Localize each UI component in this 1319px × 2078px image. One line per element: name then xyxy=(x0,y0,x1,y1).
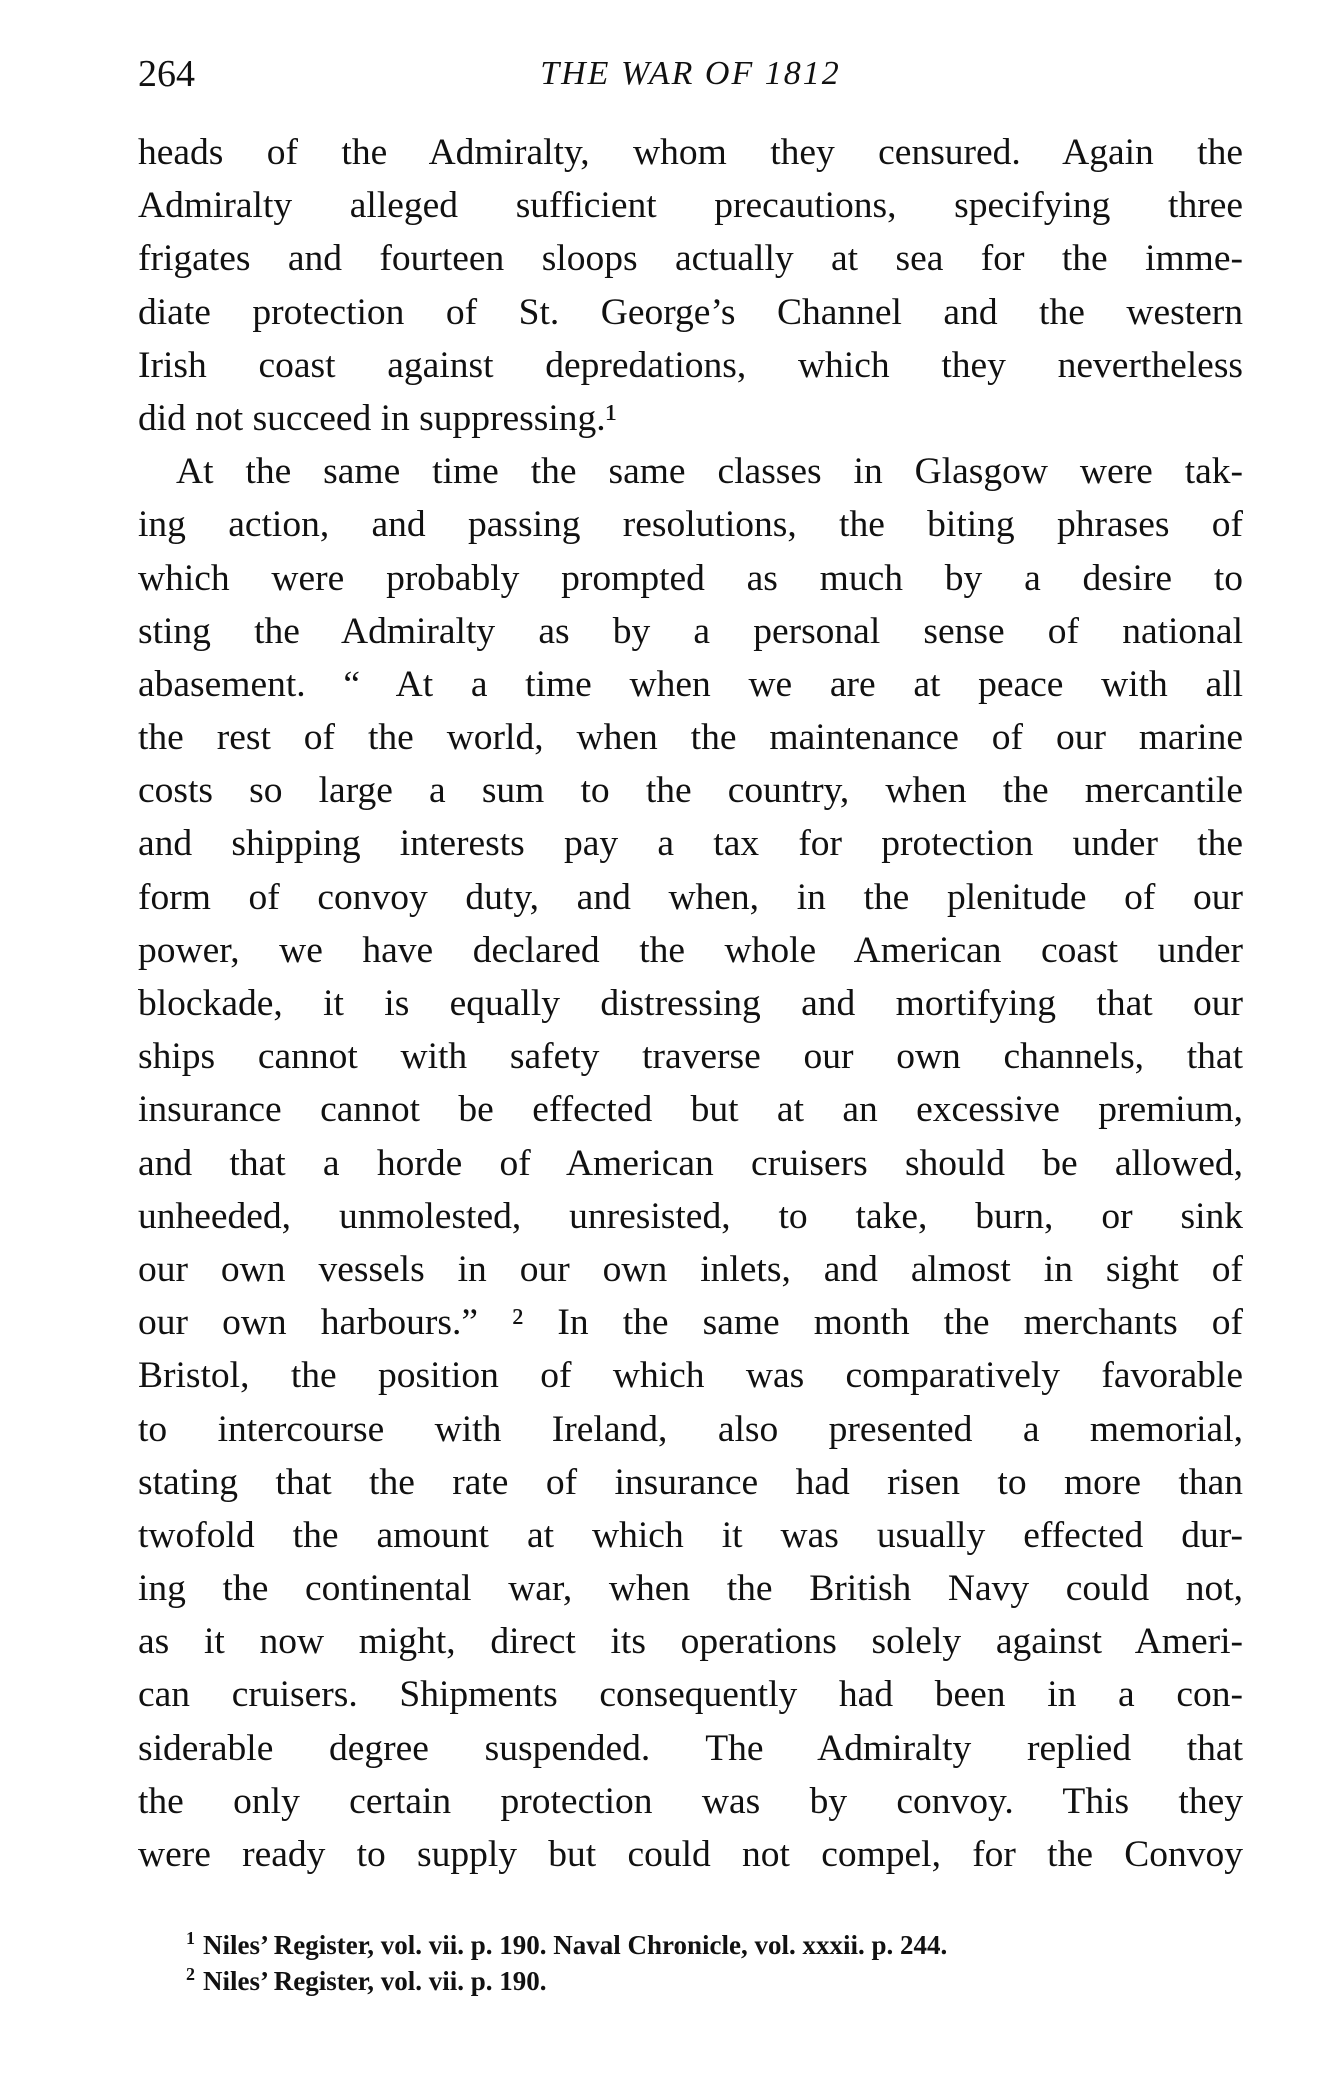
text-line: twofold the amount at which it was usually effected dur- xyxy=(138,1514,1243,1556)
text-line: can cruisers. Shipments consequently had been in a con- xyxy=(138,1674,1243,1716)
text-line: frigates and fourteen sloops actually at sea for the imme- xyxy=(138,238,1243,280)
footnote-mark: 2 xyxy=(186,1964,195,1984)
text-line: power, we have declared the whole American coast under xyxy=(138,929,1243,971)
footnote-mark: 1 xyxy=(186,1928,195,1948)
footnote-text: Niles’ Register, vol. vii. p. 190. Naval Chronicle, vol. xxxii. p. 244. xyxy=(203,1930,948,1960)
text-line: Admiralty alleged sufficient precautions, specifying three xyxy=(138,185,1243,227)
text-line: abasement. “ At a time when we are at peace with all xyxy=(138,663,1243,705)
text-line: did not succeed in suppressing.¹ xyxy=(138,397,617,439)
text-line: were ready to supply but could not compel, for the Convoy xyxy=(138,1834,1243,1875)
running-head xyxy=(138,46,1243,102)
text-line: Irish coast against depredations, which they nevertheless xyxy=(138,344,1243,386)
text-line: to intercourse with Ireland, also presented a memorial, xyxy=(138,1408,1243,1450)
text-line: ing the continental war, when the British Navy could not, xyxy=(138,1568,1243,1610)
text-line: the rest of the world, when the maintenance of our marine xyxy=(138,717,1243,759)
text-line: At the same time the same classes in Glasgow were tak- xyxy=(176,451,1243,493)
text-line: ships cannot with safety traverse our own channels, that xyxy=(138,1036,1243,1078)
text-line: diate protection of St. George’s Channel and the western xyxy=(138,291,1243,333)
text-line: costs so large a sum to the country, when the mercantile xyxy=(138,770,1243,812)
text-line: unheeded, unmolested, unresisted, to take, burn, or sink xyxy=(138,1195,1243,1237)
text-line: as it now might, direct its operations solely against Ameri- xyxy=(138,1621,1243,1663)
footnote xyxy=(186,1956,1246,1996)
footnotes xyxy=(186,1920,1246,1996)
page-number: 264 xyxy=(138,53,195,95)
text-line: insurance cannot be effected but at an excessive premium, xyxy=(138,1089,1243,1131)
text-line: which were probably prompted as much by a desire to xyxy=(138,557,1243,599)
text-line: the only certain protection was by convoy. This they xyxy=(138,1780,1243,1822)
text-line: our own vessels in our own inlets, and almost in sight of xyxy=(138,1248,1243,1290)
text-line: siderable degree suspended. The Admiralty replied that xyxy=(138,1727,1243,1769)
text-line: form of convoy duty, and when, in the plenitude of our xyxy=(138,876,1243,918)
text-line: heads of the Admiralty, whom they censured. Again the xyxy=(138,132,1243,173)
text-line: our own harbours.” ² In the same month the merchants of xyxy=(138,1302,1243,1344)
footnote xyxy=(186,1920,1246,1960)
text-line: sting the Admiralty as by a personal sense of national xyxy=(138,610,1243,652)
text-line: Bristol, the position of which was comparatively favorable xyxy=(138,1355,1243,1397)
footnote-text: Niles’ Register, vol. vii. p. 190. xyxy=(203,1966,547,1996)
body-text xyxy=(138,126,1243,1881)
text-line: stating that the rate of insurance had risen to more than xyxy=(138,1461,1243,1503)
text-line: blockade, it is equally distressing and mortifying that our xyxy=(138,983,1243,1024)
text-line: and shipping interests pay a tax for protection under the xyxy=(138,823,1243,865)
text-line: ing action, and passing resolutions, the biting phrases of xyxy=(138,504,1243,546)
book-title: THE WAR OF 1812 xyxy=(540,55,841,92)
text-line: and that a horde of American cruisers should be allowed, xyxy=(138,1142,1243,1184)
